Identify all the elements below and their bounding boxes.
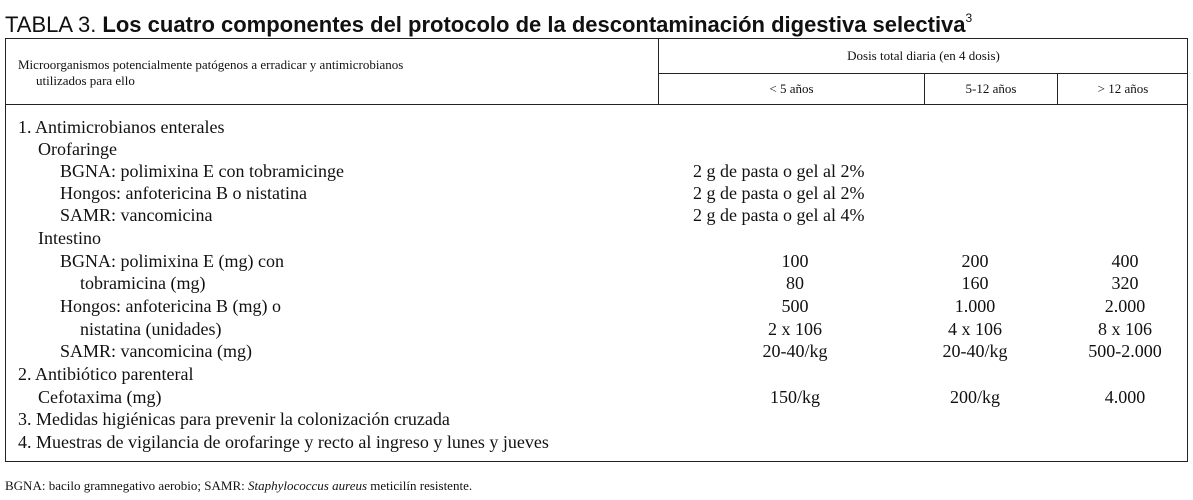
table-title-reference: 3 — [965, 11, 973, 25]
row-label: BGNA: polimixina E (mg) con — [60, 251, 284, 271]
row-label: 3. Medidas higiénicas para prevenir la colonización cruzada — [18, 409, 450, 429]
row-label: Hongos: anfotericina B o nistatina — [60, 183, 307, 203]
row-value-5-12: 4 x 106 — [948, 319, 1002, 339]
row-label: 1. Antimicrobianos enterales — [18, 117, 225, 137]
row-value-span: 2 g de pasta o gel al 4% — [693, 205, 865, 225]
row-value-over-12: 400 — [1111, 251, 1139, 271]
row-label: Orofaringe — [38, 139, 117, 159]
header-col-over-12: > 12 años — [1097, 81, 1149, 96]
row-label: 2. Antibiótico parenteral — [18, 364, 194, 384]
row-value-under-5: 20-40/kg — [762, 341, 828, 361]
footnote-organism: Staphylococcus aureus — [248, 478, 368, 493]
table-title — [5, 4, 972, 39]
row-value-span: 2 g de pasta o gel al 2% — [693, 161, 865, 181]
row-value-under-5: 80 — [786, 273, 804, 293]
row-label: tobramicina (mg) — [80, 273, 206, 293]
row-value-5-12: 1.000 — [954, 296, 996, 316]
table-footnote — [5, 478, 472, 494]
header-organisms-line2: utilizados para ello — [36, 73, 135, 88]
header-organisms-line1: Microorganismos potencialmente patógenos a erradicar y antimicrobianos — [18, 57, 404, 72]
row-value-5-12: 20-40/kg — [942, 341, 1008, 361]
row-value-5-12: 200 — [961, 251, 989, 271]
table-title-text: Los cuatro componentes del protocolo de la descontaminación digestiva selectiva — [102, 12, 966, 37]
header-col-under-5: < 5 años — [769, 81, 814, 96]
header-organisms — [18, 57, 618, 89]
row-value-over-12: 2.000 — [1104, 296, 1146, 316]
row-value-over-12: 500-2.000 — [1088, 341, 1162, 361]
row-value-over-12: 8 x 106 — [1098, 319, 1152, 339]
header-dose-group: Dosis total diaria (en 4 dosis) — [847, 48, 1000, 63]
footnote-text-end: meticilín resistente. — [367, 478, 473, 493]
row-value-5-12: 200/kg — [949, 387, 1000, 407]
row-value-under-5: 500 — [781, 296, 809, 316]
row-value-5-12: 160 — [961, 273, 989, 293]
row-label: Intestino — [38, 228, 101, 248]
row-label: 4. Muestras de vigilancia de orofaringe y recto al ingreso y lunes y jueves — [18, 432, 549, 452]
row-value-under-5: 2 x 106 — [768, 319, 822, 339]
row-value-over-12: 4.000 — [1104, 387, 1146, 407]
header-bottom-rule — [5, 104, 1188, 105]
row-value-over-12: 320 — [1111, 273, 1139, 293]
row-label: SAMR: vancomicina — [60, 205, 213, 225]
table-title-prefix: TABLA 3. — [5, 12, 103, 37]
row-label: BGNA: polimixina E con tobramicinge — [60, 161, 344, 181]
header-col-5-12: 5-12 años — [965, 81, 1017, 96]
footnote-text: BGNA: bacilo gramnegativo aerobio; SAMR: — [5, 478, 248, 493]
row-label: nistatina (unidades) — [80, 319, 222, 339]
header-group-divider — [658, 73, 1188, 74]
row-label: Cefotaxima (mg) — [38, 387, 162, 407]
row-value-under-5: 150/kg — [769, 387, 820, 407]
row-label: Hongos: anfotericina B (mg) o — [60, 296, 281, 316]
row-value-under-5: 100 — [781, 251, 809, 271]
row-label: SAMR: vancomicina (mg) — [60, 341, 252, 361]
row-value-span: 2 g de pasta o gel al 2% — [693, 183, 865, 203]
